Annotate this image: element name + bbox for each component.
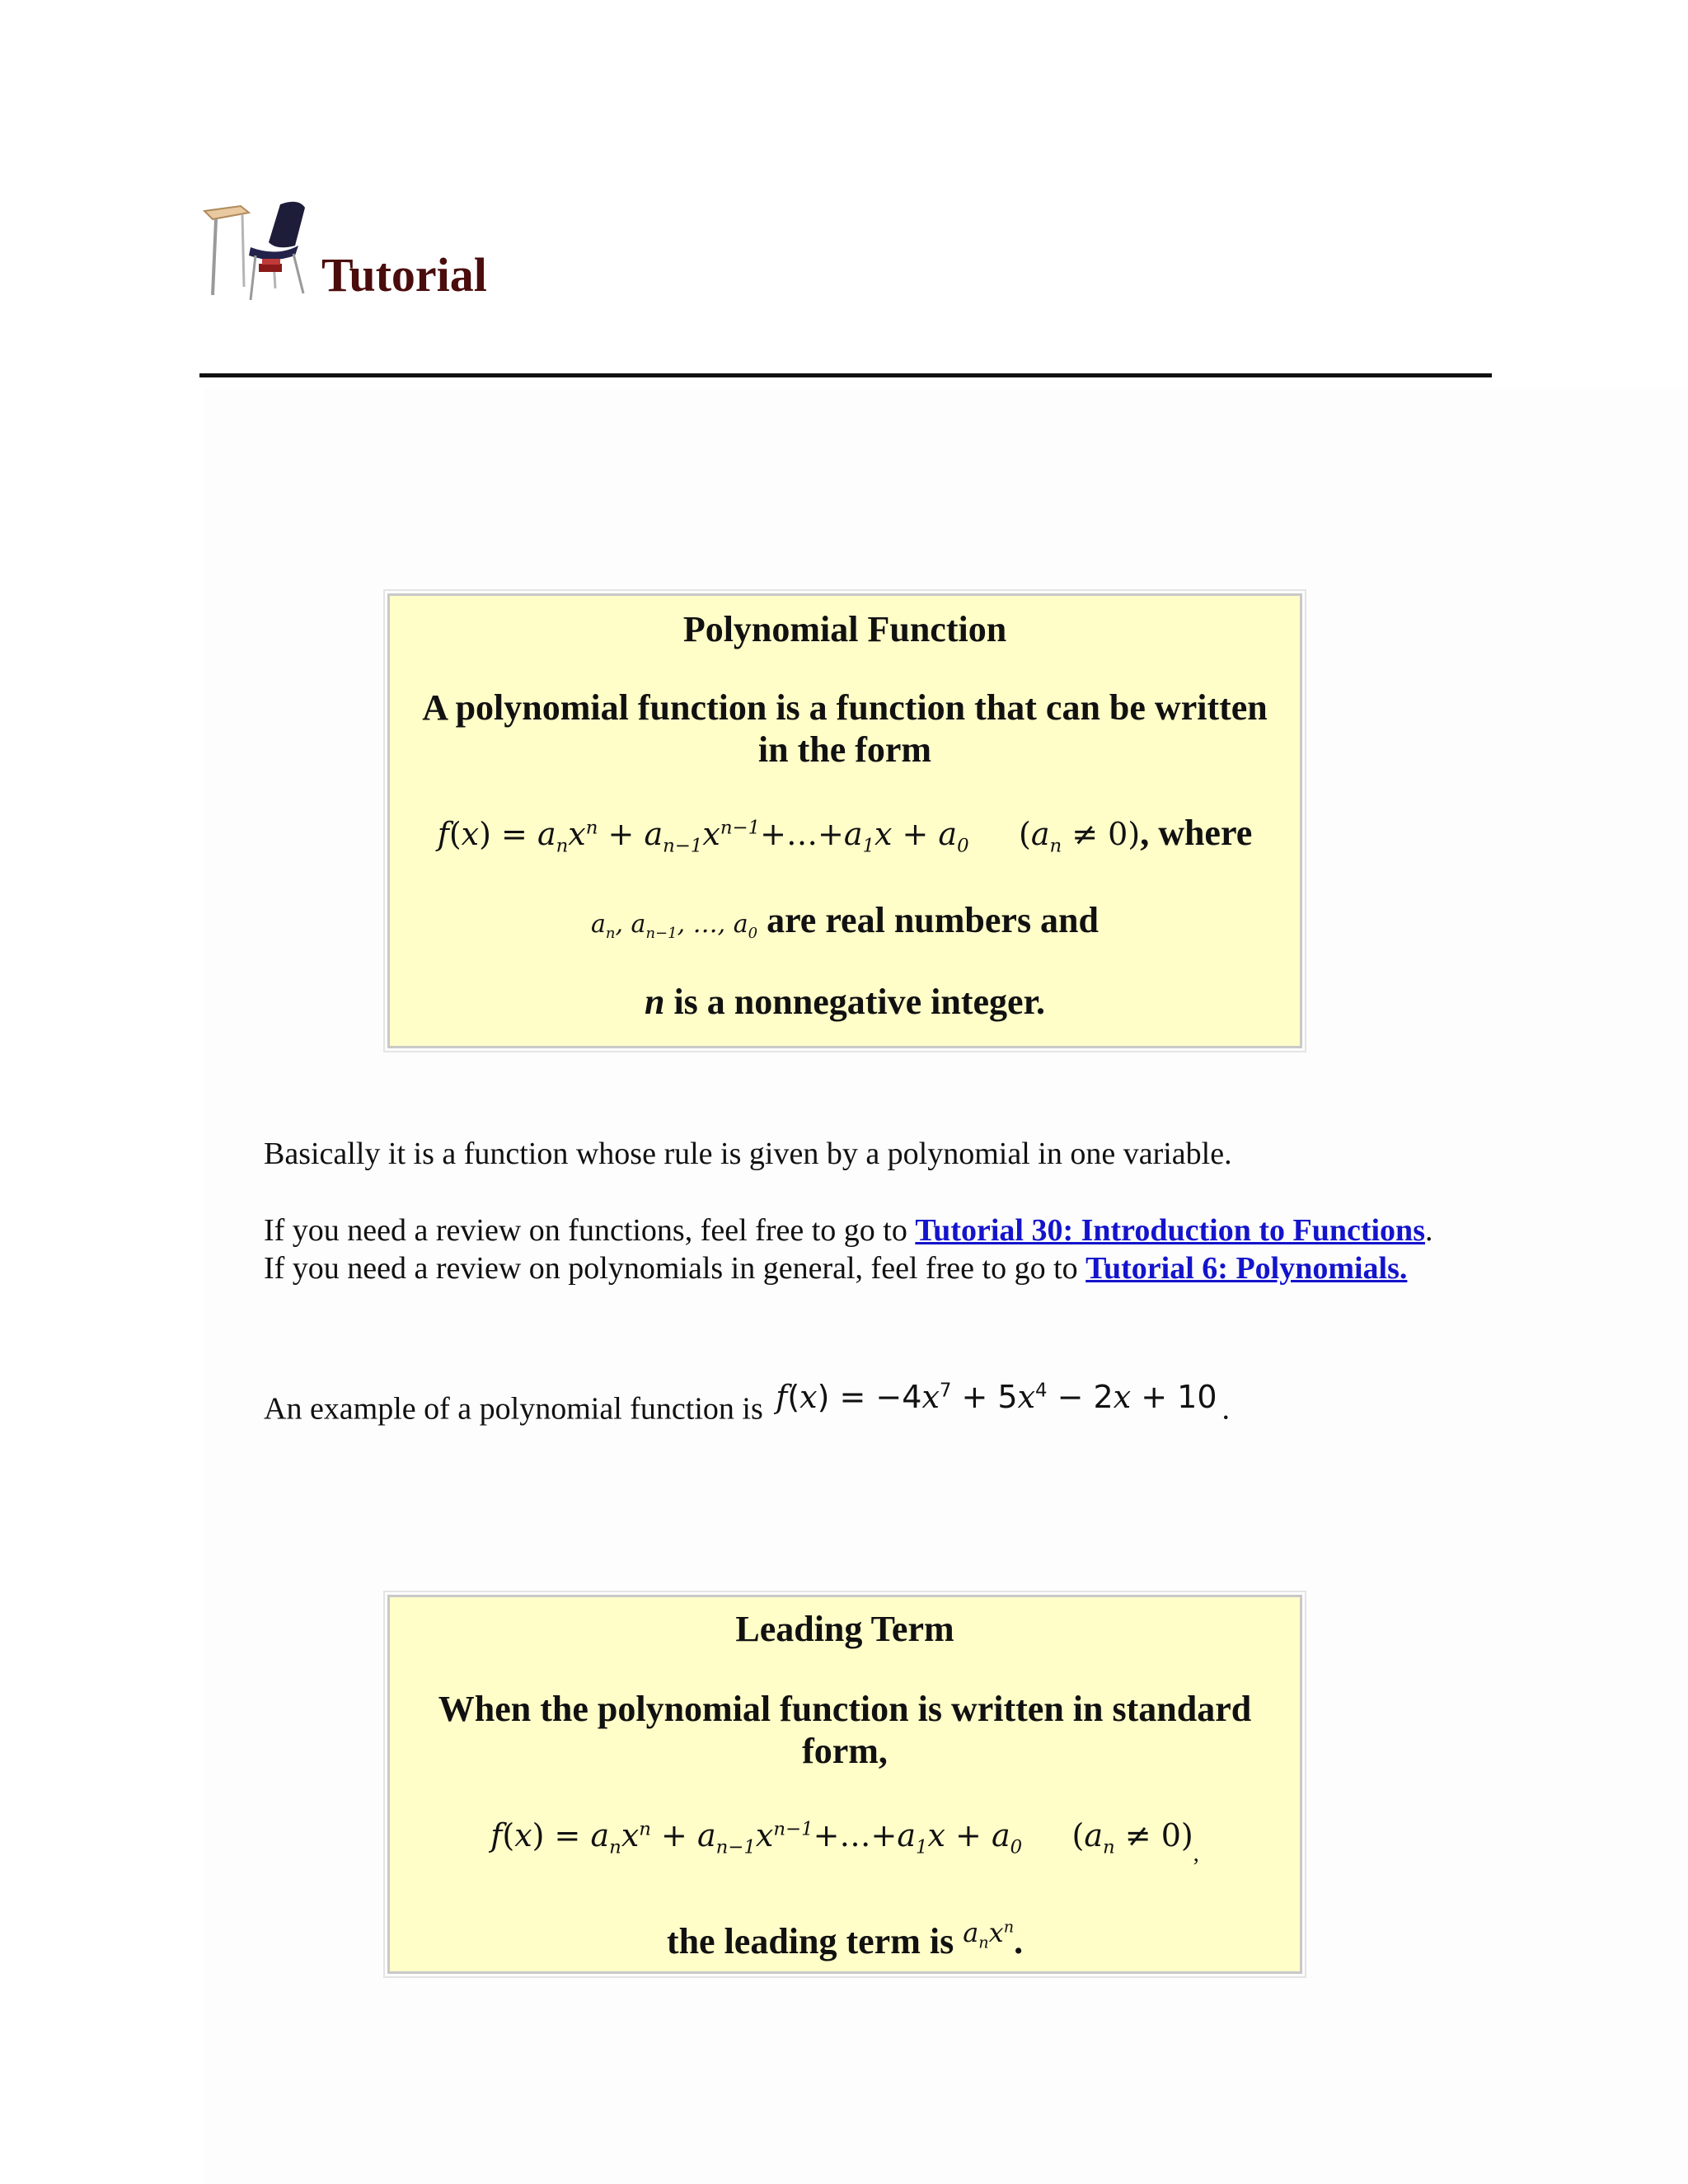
coefficient-list: $a_n$, $a_{n-1}$, …, $a_0$ <box>590 910 758 942</box>
formula-comma: , <box>1193 1841 1199 1867</box>
coefficients-text: are real numbers and <box>767 900 1100 940</box>
review-text-1: If you need a review on functions, feel free to go to <box>264 1213 916 1248</box>
where-text: , where <box>1140 813 1253 853</box>
review-text-2: . If you need a review on polynomials in general, feel free to go to <box>264 1213 1433 1286</box>
box-title: Polynomial Function <box>682 609 1007 649</box>
leading-term-row <box>390 1917 1300 1963</box>
paragraph-basic-description: Basically it is a function whose rule is given by a polynomial in one variable. <box>264 1137 1232 1171</box>
polynomial-standard-formula: $f(x) = a_nx^n$ + $a_{n-1}x^{n-1}+\dots+a_1x + a_0$ $(a_n \ne 0)$ <box>490 1817 1193 1858</box>
leading-term-period: . <box>1014 1921 1024 1961</box>
example-polynomial-formula: $f(x) = -4x^7 + 5x^4 - 2x + 10$ <box>776 1378 1217 1415</box>
standard-form-formula-row <box>390 1813 1300 1867</box>
leading-term-text: the leading term is <box>666 1921 954 1961</box>
leading-term-formula: anxn <box>963 1917 1015 1952</box>
paragraph-example <box>264 1378 1451 1428</box>
standard-form-intro: When the polynomial function is written in standard form, <box>438 1689 1252 1771</box>
coefficients-row <box>390 899 1300 942</box>
header-divider <box>199 373 1492 377</box>
polynomial-general-formula: $f(x) = a_nx^n$ + $a_{n-1}x^{n-1}+\dots+a_1x + a_0$ $(a_n \ne 0)$ <box>437 816 1141 857</box>
definition-intro: A polynomial function is a function that can be written in the form <box>422 687 1268 770</box>
page-title: Tutorial <box>321 248 487 302</box>
leading-term-definition-box <box>387 1595 1302 1974</box>
n-variable: n <box>644 982 665 1022</box>
example-text: An example of a polynomial function is <box>264 1391 771 1427</box>
polynomial-function-definition-box <box>387 593 1302 1048</box>
degree-text: is a nonnegative integer. <box>673 982 1046 1022</box>
example-period: . <box>1221 1391 1231 1427</box>
school-desk-icon <box>198 196 313 303</box>
link-tutorial-6-polynomials[interactable]: Tutorial 6: Polynomials. <box>1085 1251 1408 1286</box>
polynomial-formula-row <box>390 812 1300 857</box>
box-title: Leading Term <box>735 1609 954 1649</box>
paragraph-review-links <box>264 1212 1451 1287</box>
link-tutorial-30-functions[interactable]: Tutorial 30: Introduction to Functions <box>915 1213 1425 1248</box>
degree-row <box>390 981 1300 1023</box>
